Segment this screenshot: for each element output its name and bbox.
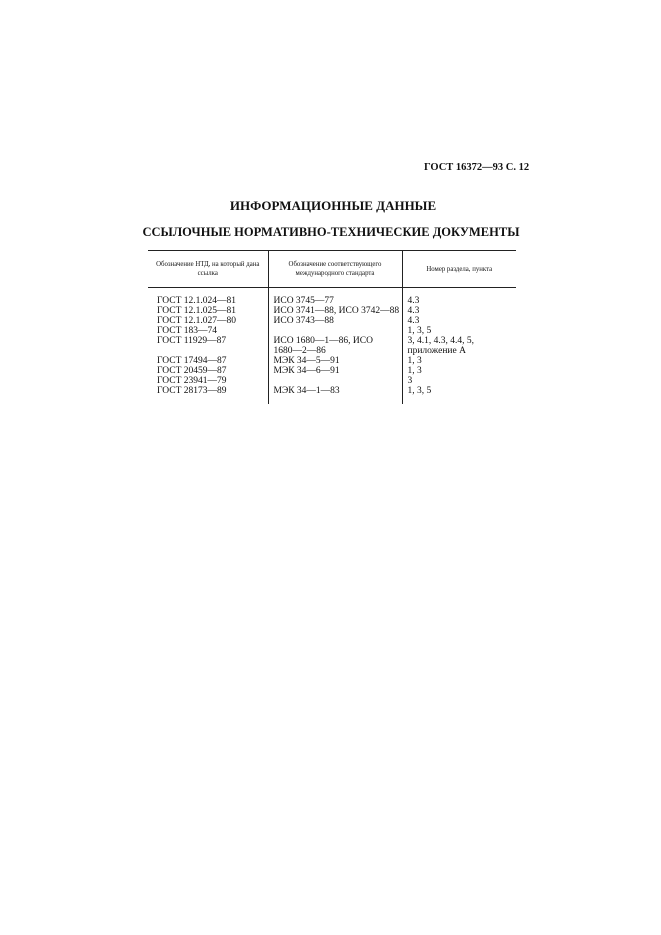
table-row	[148, 306, 516, 316]
cell-ntd: ГОСТ 28173—89	[157, 386, 227, 396]
cell-international-standard	[268, 376, 402, 386]
cell-ntd	[148, 346, 268, 356]
table-row	[148, 366, 516, 376]
table-header-row	[148, 251, 516, 288]
cell-ntd: ГОСТ 12.1.024—81	[157, 296, 236, 306]
cell-ntd: ГОСТ 12.1.025—81	[157, 306, 236, 316]
cell-international-standard	[268, 326, 402, 336]
cell-ntd: ГОСТ 20459—87	[157, 366, 227, 376]
cell-section: 3	[402, 376, 516, 386]
cell-international-standard: ИСО 3745—77	[268, 296, 402, 306]
table-row	[148, 356, 516, 366]
cell-international-standard: 1680—2—86	[268, 346, 402, 356]
section-title: ИНФОРМАЦИОННЫЕ ДАННЫЕ	[229, 198, 437, 213]
cell-ntd: ГОСТ 12.1.027—80	[157, 316, 236, 326]
header-international-standard: Обозначение соответствующего международного стандарта	[268, 251, 402, 288]
cell-section: 4.3	[402, 306, 516, 316]
table-spacer-row	[148, 288, 516, 297]
section-subtitle: ССЫЛОЧНЫЕ НОРМАТИВНО-ТЕХНИЧЕСКИЕ ДОКУМЕНТЫ	[142, 225, 520, 239]
table-row	[148, 346, 516, 356]
references-table	[148, 250, 516, 404]
cell-international-standard: МЭК 34—5—91	[268, 356, 402, 366]
cell-section: 1, 3	[402, 366, 516, 376]
cell-section: приложение А	[402, 346, 516, 356]
cell-ntd: ГОСТ 17494—87	[157, 356, 227, 366]
cell-section: 1, 3	[402, 356, 516, 366]
table-row	[148, 376, 516, 386]
cell-ntd: ГОСТ 23941—79	[157, 376, 227, 386]
table-row	[148, 386, 516, 404]
cell-section: 4.3	[402, 296, 516, 306]
cell-international-standard: МЭК 34—6—91	[268, 366, 402, 376]
cell-section: 4.3	[402, 316, 516, 326]
header-ntd: Обозначение НТД, на который дана ссылка	[148, 251, 268, 288]
table-row	[148, 316, 516, 326]
cell-international-standard: МЭК 34—1—83	[268, 386, 402, 404]
table-row	[148, 296, 516, 306]
cell-international-standard: ИСО 3743—88	[268, 316, 402, 326]
cell-section: 3, 4.1, 4.3, 4.4, 5,	[402, 336, 516, 346]
cell-section: 1, 3, 5	[402, 386, 516, 404]
cell-international-standard: ИСО 1680—1—86, ИСО	[268, 336, 402, 346]
table-row	[148, 326, 516, 336]
cell-international-standard: ИСО 3741—88, ИСО 3742—88	[268, 306, 402, 316]
cell-section: 1, 3, 5	[402, 326, 516, 336]
page-reference: ГОСТ 16372—93 С. 12	[424, 162, 530, 173]
table-row	[148, 336, 516, 346]
cell-ntd: ГОСТ 11929—87	[157, 336, 227, 346]
header-section-number: Номер раздела, пункта	[402, 251, 516, 288]
cell-ntd: ГОСТ 183—74	[157, 326, 217, 336]
